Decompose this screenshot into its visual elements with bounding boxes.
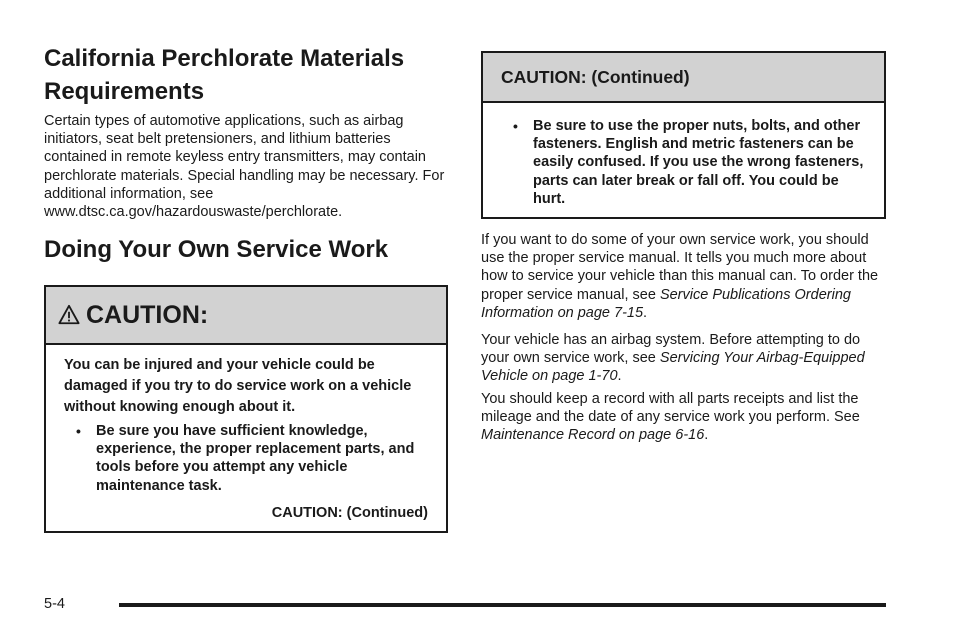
service-publications-link[interactable]: Service Publications Ordering Information on page 7-15 — [481, 286, 851, 321]
page-number: 5-4 — [44, 596, 65, 612]
footer-rule — [119, 603, 886, 607]
period: . — [617, 368, 622, 385]
caution-box — [44, 285, 448, 533]
caution-continued-header: CAUTION: (Continued) — [483, 53, 884, 103]
period: . — [704, 427, 709, 444]
caution-header — [46, 287, 446, 345]
caution-header-label: CAUTION: — [86, 300, 209, 329]
service-manual-text: If you want to do some of your own service work, you should use the proper service manual. It tells you much more about how to service your vehicle than this manual can. To order the proper service manual, see — [481, 232, 879, 303]
maintenance-record-link[interactable]: Maintenance Record on page 6-16 — [481, 427, 705, 444]
caution-intro-text: You can be injured and your vehicle could be damaged if you try to do service work on a vehicle without knowing enough about it. — [64, 357, 412, 415]
warning-triangle-icon — [58, 304, 80, 326]
caution-bullet-list — [64, 422, 428, 495]
service-manual-paragraph — [481, 231, 886, 322]
perchlorate-paragraph: Certain types of automotive applications, such as airbag initiators, seat belt pretensioners, and lithium batteries contained in remote keyless entry transmitters, may contain perchlorate materials. Special handling may be necessary. For additional information, see www.dtsc.ca.gov/hazardouswaste/perchlorate. — [44, 113, 445, 221]
caution-continued-bullet-item: • Be sure to use the proper nuts, bolts, and other fasteners. English and metric fasteners can be easily confused. If you use the wrong fasteners, parts can later break or fall off. You could be hurt. — [501, 117, 866, 208]
perchlorate-section-title: California Perchlorate Materials Requirements — [44, 45, 405, 105]
caution-continued-box — [481, 51, 886, 219]
maintenance-record-text: You should keep a record with all parts receipts and list the mileage and the date of any service work you perform. See — [481, 391, 860, 426]
airbag-text: Your vehicle has an airbag system. Before attempting to do your own service work, see — [481, 332, 861, 367]
maintenance-record-paragraph — [481, 390, 886, 445]
caution-continued-body — [483, 103, 884, 208]
airbag-servicing-link[interactable]: Servicing Your Airbag-Equipped Vehicle on page 1-70 — [481, 350, 865, 385]
caution-body — [46, 345, 446, 522]
service-work-section-title: Doing Your Own Service Work — [44, 236, 389, 263]
caution-continued-bullet-list — [501, 117, 866, 208]
caution-continued-label: CAUTION: (Continued) — [271, 504, 428, 521]
caution-bullet-item: • Be sure you have sufficient knowledge, experience, the proper replacement parts, and tools before you attempt any vehicle maintenance task. — [64, 422, 428, 495]
period: . — [643, 304, 648, 321]
airbag-paragraph — [481, 331, 886, 386]
